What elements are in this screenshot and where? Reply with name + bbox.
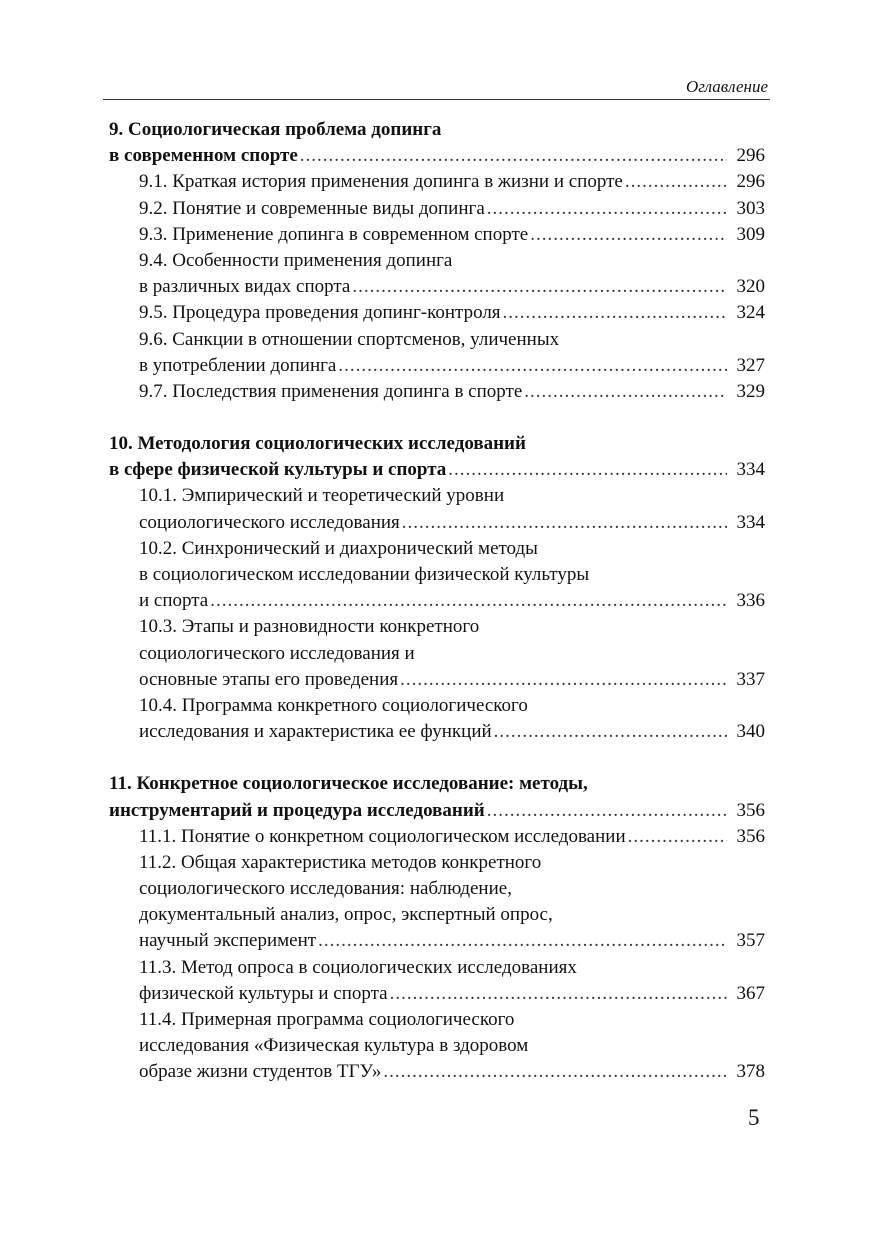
toc-entry-text: 9.6. Санкции в отношении спортсменов, уличенных — [139, 328, 560, 350]
toc-entry-line[interactable] — [109, 614, 765, 640]
toc-entry-text: в социологическом исследовании физической культуры — [139, 564, 590, 585]
toc-entry-line[interactable] — [109, 327, 765, 353]
dot-leader — [448, 457, 727, 483]
toc-entry-line[interactable] — [109, 248, 765, 274]
toc-entry-page-number: 378 — [736, 1061, 765, 1083]
section-title-text: инструментарий и процедура исследований — [109, 799, 485, 821]
toc-entry-line[interactable] — [109, 169, 765, 195]
toc-entry-line[interactable] — [109, 719, 765, 745]
dot-leader — [383, 1059, 727, 1085]
toc-entry-text: 10.3. Этапы и разновидности конкретного — [139, 616, 480, 638]
toc-entry-line[interactable] — [109, 562, 765, 588]
toc-entry-text: 9.4. Особенности применения допинга — [139, 249, 453, 271]
section-page-number: 334 — [736, 459, 765, 481]
toc-entry-text: в различных видах спорта — [139, 276, 351, 298]
toc-entry-text: 9.5. Процедура проведения допинг-контроля — [139, 302, 501, 324]
dot-leader — [400, 667, 727, 693]
section-title-line[interactable] — [109, 771, 765, 797]
toc-section — [109, 431, 765, 745]
toc-entry-line[interactable] — [109, 379, 765, 405]
toc-entry-text: и спорта — [139, 590, 209, 612]
dot-leader — [487, 798, 727, 824]
dot-leader — [402, 510, 727, 536]
toc-entry-page-number: 303 — [736, 197, 765, 219]
toc-entry-line[interactable] — [109, 1007, 765, 1033]
toc-entry-text: социологического исследования и — [139, 642, 415, 664]
toc-entry-line[interactable] — [109, 641, 765, 667]
toc-entry-line[interactable] — [109, 981, 765, 1007]
toc-entry-text: исследования и характеристика ее функций — [139, 721, 492, 743]
toc-entry-text: исследования «Физическая культура в здоровом — [139, 1035, 529, 1057]
section-title-text: в сфере физической культуры и спорта — [109, 459, 447, 481]
section-title-text: 11. Конкретное социологическое исследование: методы, — [109, 773, 588, 795]
running-header-title: Оглавление — [685, 77, 768, 96]
toc-entry-text: 10.1. Эмпирический и теоретический уровни — [139, 485, 505, 507]
section-title-line[interactable] — [109, 117, 765, 143]
section-title-line[interactable] — [109, 457, 765, 483]
toc-entry-text: образе жизни студентов ТГУ» — [139, 1061, 382, 1083]
toc-entry-line[interactable] — [109, 902, 765, 928]
toc-entry-text: социологического исследования: наблюдение, — [139, 878, 512, 900]
section-title-text: 10. Методология социологических исследований — [109, 433, 526, 455]
toc-entry-text: научный эксперимент — [139, 930, 317, 952]
toc-entry-text: 11.2. Общая характеристика методов конкретного — [139, 851, 542, 873]
table-of-contents — [109, 117, 765, 1112]
dot-leader — [300, 143, 727, 169]
toc-entry-line[interactable] — [109, 274, 765, 300]
section-title-text: 9. Социологическая проблема допинга — [109, 119, 442, 140]
dot-leader — [524, 379, 727, 405]
section-page-number: 356 — [736, 799, 765, 821]
toc-entry-text: 9.7. Последствия применения допинга в спорте — [139, 380, 523, 402]
toc-entry-line[interactable] — [109, 536, 765, 562]
dot-leader — [487, 196, 727, 222]
toc-entry-page-number: 334 — [736, 511, 765, 533]
toc-entry-line[interactable] — [109, 196, 765, 222]
toc-entry-text: 10.4. Программа конкретного социологического — [139, 694, 528, 716]
dot-leader — [318, 928, 727, 954]
dot-leader — [503, 300, 727, 326]
toc-entry-line[interactable] — [109, 1033, 765, 1059]
toc-entry-text: 9.3. Применение допинга в современном спорте — [139, 223, 529, 245]
toc-entry-text: 9.1. Краткая история применения допинга в жизни и спорте — [139, 171, 623, 193]
toc-entry-line[interactable] — [109, 483, 765, 509]
toc-entry-page-number: 356 — [736, 825, 765, 847]
toc-entry-line[interactable] — [109, 693, 765, 719]
section-title-line[interactable] — [109, 143, 765, 169]
toc-entry-line[interactable] — [109, 222, 765, 248]
dot-leader — [628, 824, 727, 850]
toc-entry-page-number: 309 — [736, 223, 765, 245]
toc-entry-page-number: 296 — [736, 171, 765, 193]
section-page-number: 296 — [736, 145, 765, 167]
dot-leader — [352, 274, 727, 300]
section-title-line[interactable] — [109, 798, 765, 824]
toc-entry-page-number: 367 — [736, 982, 765, 1004]
dot-leader — [530, 222, 727, 248]
page-number: 5 — [748, 1105, 760, 1130]
toc-entry-text: документальный анализ, опрос, экспертный опрос, — [139, 904, 553, 926]
toc-entry-page-number: 340 — [736, 721, 765, 743]
toc-entry-text: социологического исследования — [139, 511, 400, 533]
toc-entry-line[interactable] — [109, 1059, 765, 1085]
toc-entry-line[interactable] — [109, 510, 765, 536]
toc-entry-text: физической культуры и спорта — [139, 982, 388, 1004]
dot-leader — [338, 353, 727, 379]
toc-entry-page-number: 329 — [736, 380, 765, 402]
toc-entry-page-number: 320 — [736, 276, 765, 298]
section-title-line[interactable] — [109, 431, 765, 457]
dot-leader — [625, 169, 727, 195]
toc-entry-line[interactable] — [109, 955, 765, 981]
toc-entry-line[interactable] — [109, 353, 765, 379]
toc-section — [109, 771, 765, 1085]
toc-entry-text: 9.2. Понятие и современные виды допинга — [139, 197, 485, 219]
toc-entry-page-number: 336 — [736, 590, 765, 612]
toc-entry-page-number: 324 — [736, 302, 765, 324]
toc-entry-text: 11.4. Примерная программа социологического — [139, 1009, 515, 1030]
toc-entry-line[interactable] — [109, 667, 765, 693]
toc-entry-text: 10.2. Синхронический и диахронический методы — [139, 537, 538, 559]
toc-entry-text: 11.3. Метод опроса в социологических исследованиях — [139, 956, 577, 978]
toc-entry-line[interactable] — [109, 850, 765, 876]
toc-entry-line[interactable] — [109, 300, 765, 326]
toc-entry-line[interactable] — [109, 876, 765, 902]
running-header — [103, 77, 770, 100]
dot-leader — [494, 719, 727, 745]
toc-entry-page-number: 327 — [736, 354, 765, 376]
dot-leader — [210, 588, 727, 614]
dot-leader — [390, 981, 727, 1007]
toc-section — [109, 117, 765, 405]
toc-entry-page-number: 357 — [736, 930, 765, 952]
toc-entry-line[interactable] — [109, 928, 765, 954]
toc-entry-text: в употреблении допинга — [139, 354, 337, 376]
toc-entry-line[interactable] — [109, 588, 765, 614]
section-title-text: в современном спорте — [109, 145, 298, 167]
toc-entry-line[interactable] — [109, 824, 765, 850]
toc-entry-page-number: 337 — [736, 668, 765, 690]
toc-entry-text: 11.1. Понятие о конкретном социологическом исследовании — [139, 825, 626, 847]
toc-entry-text: основные этапы его проведения — [139, 668, 399, 690]
